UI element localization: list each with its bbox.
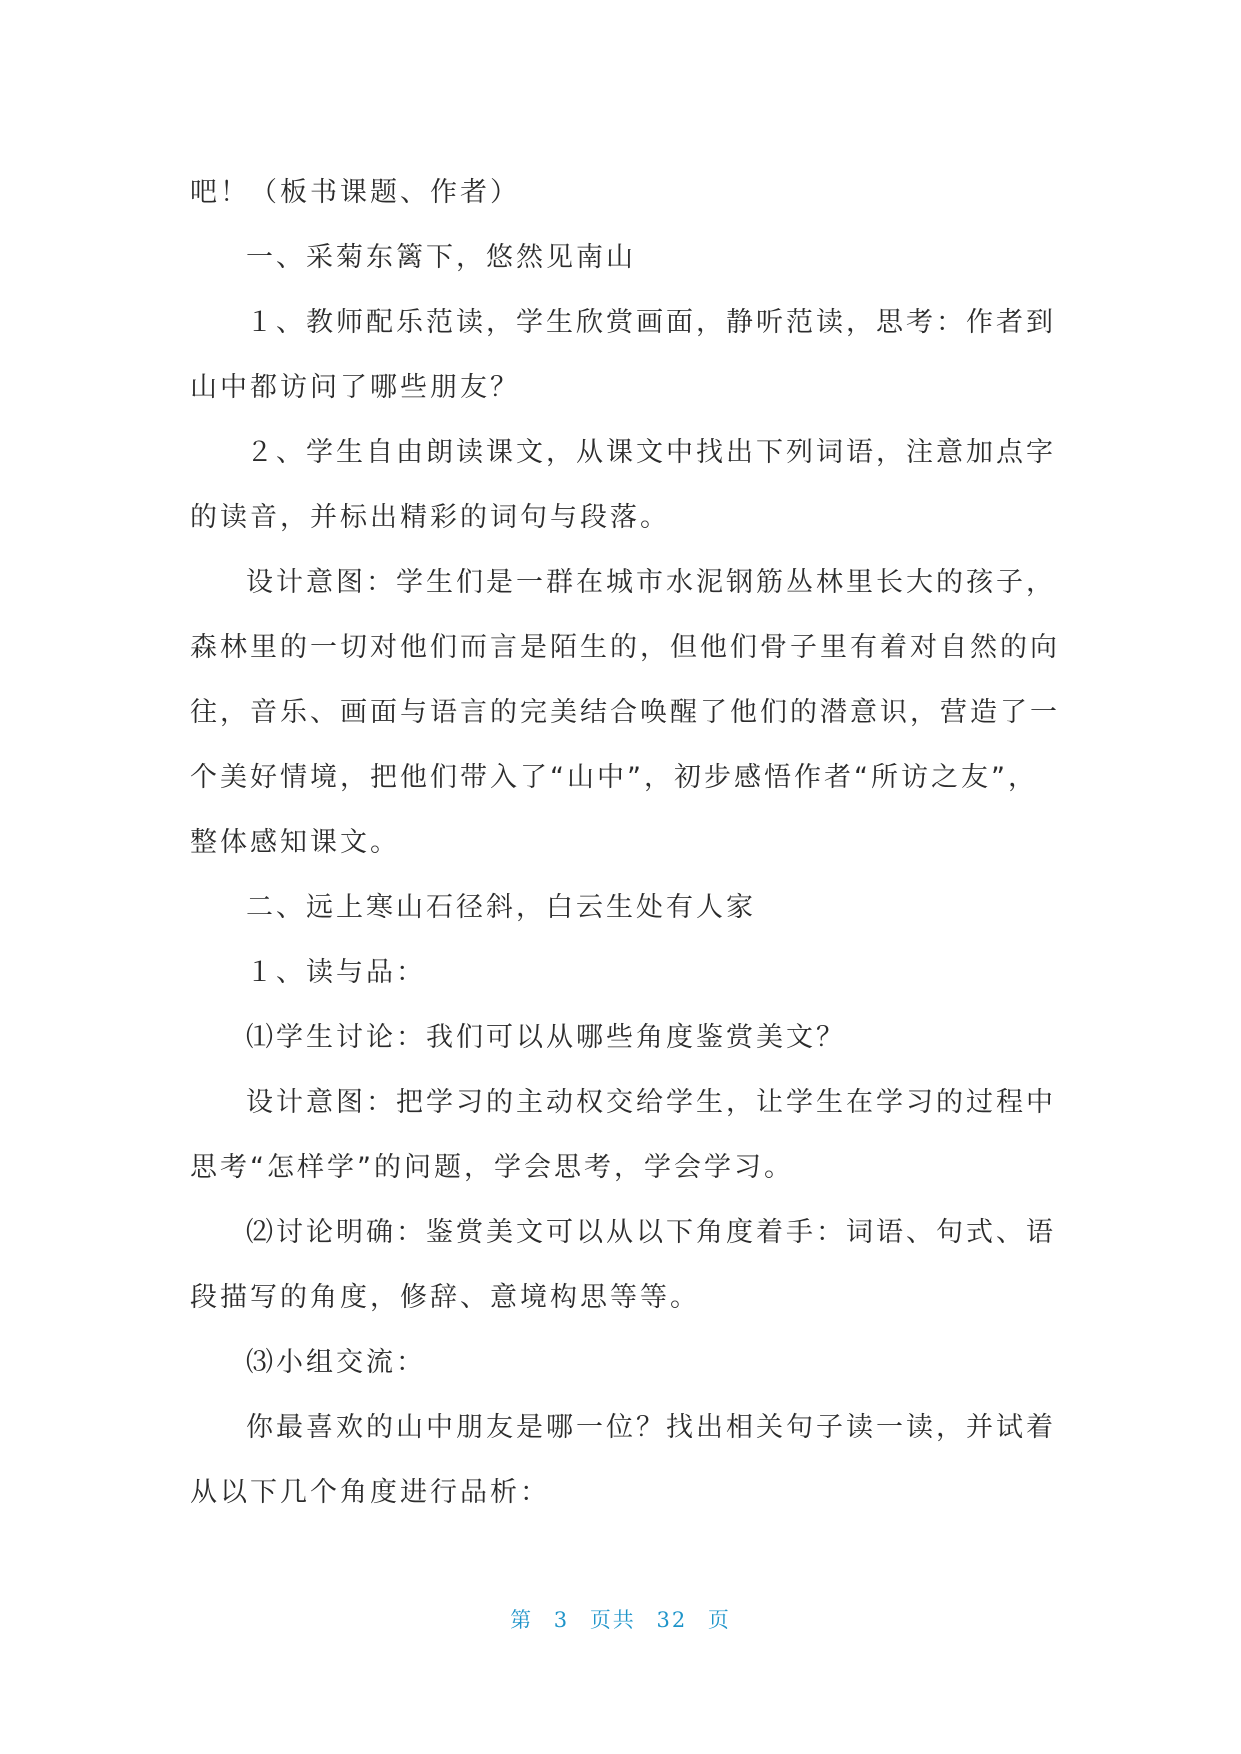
footer-suffix: 页 [707, 1608, 731, 1632]
text-line: 段描写的角度，修辞、意境构思等等。 [190, 1282, 700, 1313]
text-line: 个美好情境，把他们带入了“山中”，初步感悟作者“所访之友”， [190, 762, 1038, 793]
text-line: ⑵讨论明确：鉴赏美文可以从以下角度着手：词语、句式、语 [246, 1217, 1056, 1248]
footer-middle: 页共 [589, 1608, 636, 1632]
body-text [190, 160, 1060, 1525]
text-line: 整体感知课文。 [190, 827, 400, 858]
text-line: 设计意图：把学习的主动权交给学生，让学生在学习的过程中 [246, 1087, 1056, 1118]
text-line: ２、学生自由朗读课文，从课文中找出下列词语，注意加点字 [246, 437, 1056, 468]
current-page-number: 3 [553, 1608, 570, 1632]
text-line: 山中都访问了哪些朋友？ [190, 372, 520, 403]
text-line: 的读音，并标出精彩的词句与段落。 [190, 502, 670, 533]
total-pages-number: 32 [656, 1608, 688, 1632]
text-line: 你最喜欢的山中朋友是哪一位？找出相关句子读一读，并试着 [246, 1412, 1056, 1443]
text-line: １、教师配乐范读，学生欣赏画面，静听范读，思考：作者到 [246, 307, 1056, 338]
footer-prefix: 第 [510, 1608, 534, 1632]
section-heading: 一、采菊东篱下，悠然见南山 [246, 242, 636, 273]
text-line: 吧！（板书课题、作者） [190, 177, 520, 208]
text-line: 从以下几个角度进行品析： [190, 1477, 550, 1508]
text-line: ⑴学生讨论：我们可以从哪些角度鉴赏美文？ [246, 1022, 846, 1053]
text-line: 往，音乐、画面与语言的完美结合唤醒了他们的潜意识，营造了一 [190, 697, 1060, 728]
text-line: １、读与品： [246, 957, 426, 988]
page-footer [0, 1604, 1241, 1634]
text-line: 森林里的一切对他们而言是陌生的，但他们骨子里有着对自然的向 [190, 632, 1060, 663]
text-line: 设计意图：学生们是一群在城市水泥钢筋丛林里长大的孩子， [246, 567, 1056, 598]
text-line: ⑶小组交流： [246, 1347, 426, 1378]
text-line: 思考“怎样学”的问题，学会思考，学会学习。 [190, 1152, 794, 1183]
section-heading: 二、远上寒山石径斜，白云生处有人家 [246, 892, 756, 923]
